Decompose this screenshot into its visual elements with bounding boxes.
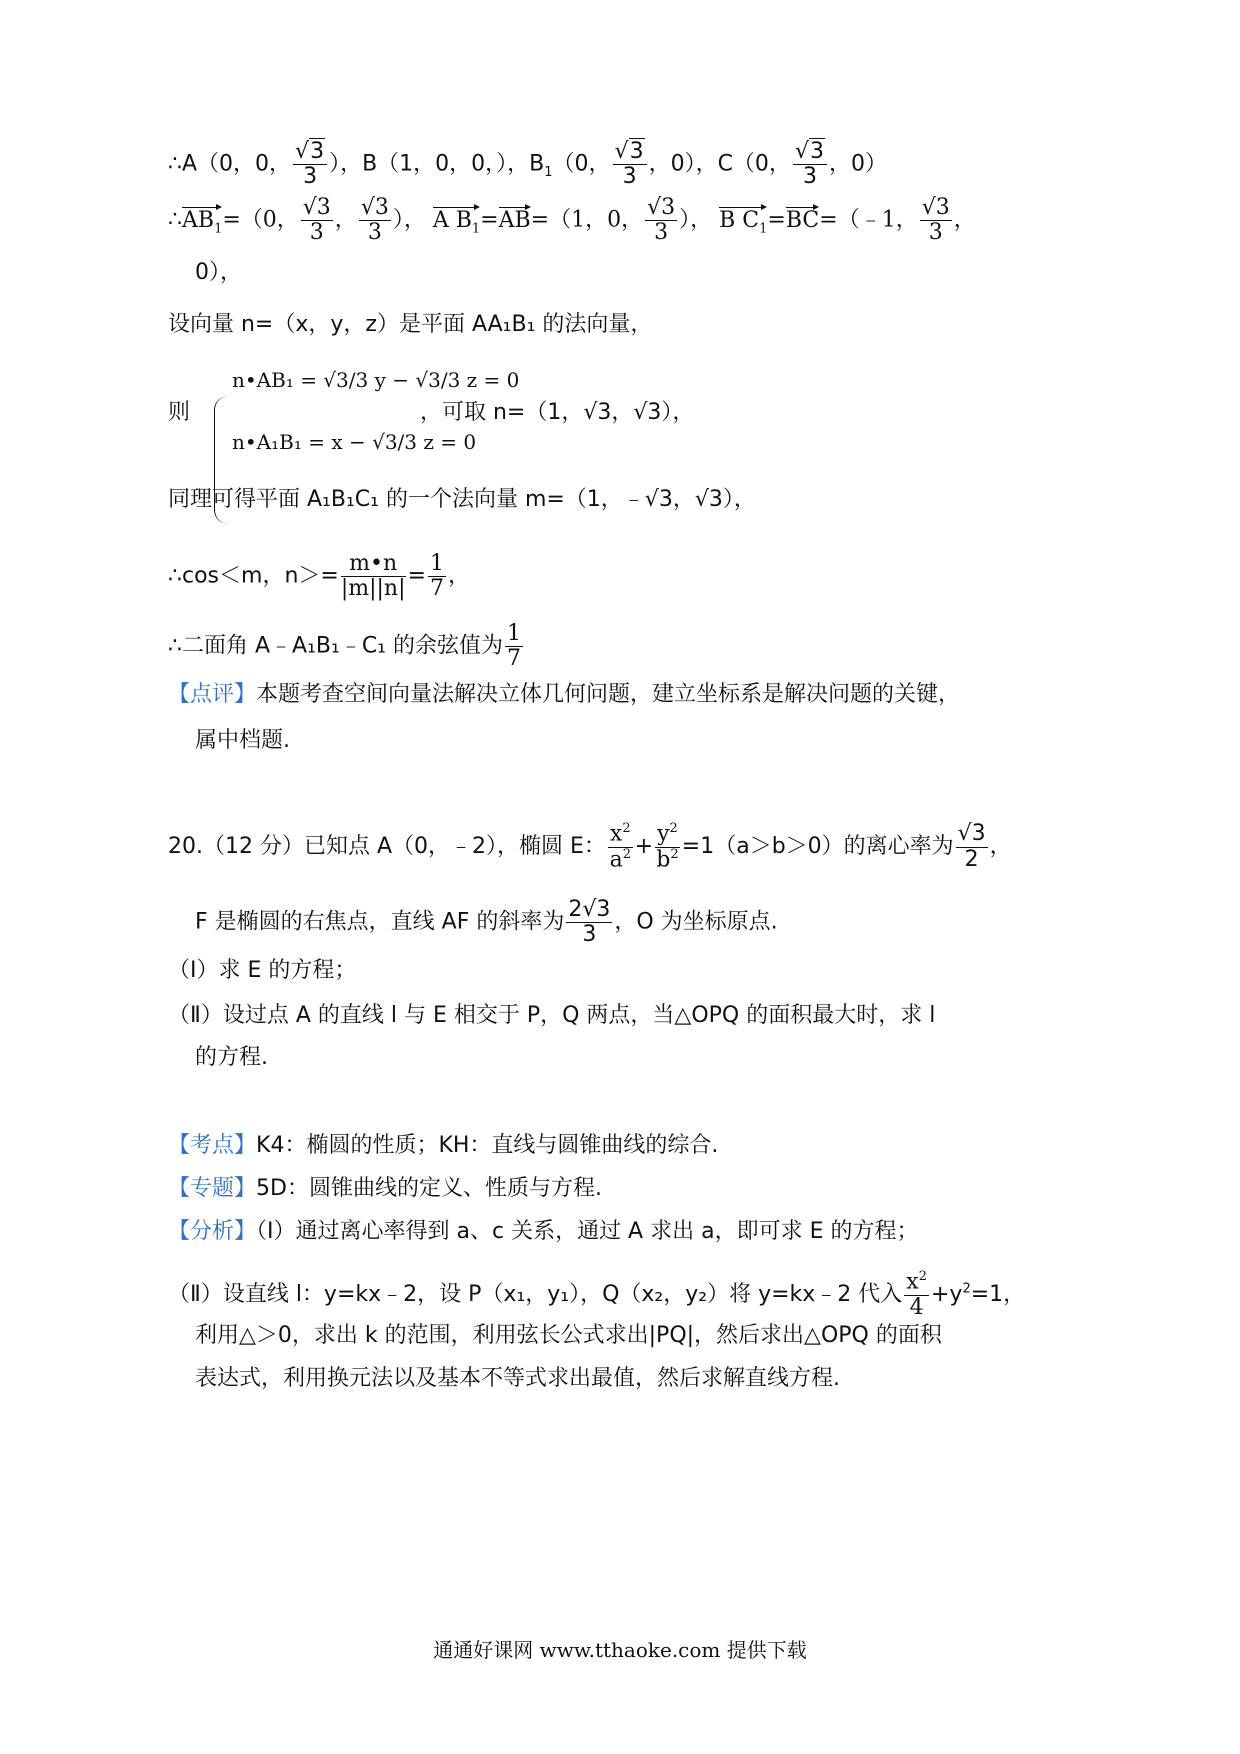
vector-ab: AB [498, 207, 531, 233]
normal-vector-choice: ，可取 n=（1，√3，√3）， [420, 400, 695, 425]
fenxi-line-4: 表达式，利用换元法以及基本不等式求出最值，然后求解直线方程. [195, 1366, 840, 1391]
comment-line-2: 属中档题. [195, 728, 290, 753]
zhuanti-tag: 【专题】 [168, 1176, 257, 1201]
vector-b1c1: B $C_1$ [719, 207, 768, 237]
vector-bc: BC [785, 207, 820, 233]
cos-result: $\frac{1}{7}$ [429, 551, 444, 602]
fenxi-line-3: 利用△＞0，求出 k 的范围，利用弦长公式求出|PQ|，然后求出△OPQ 的面积 [195, 1323, 942, 1348]
fenxi-line-2: （Ⅱ）设直线 l：y=kx﹣2，设 P（x₁，y₁），Q（x₂，y₂）将 y=kx﹣2 代入 $\frac{x^2}{4}$ $+y^2=1$， [168, 1269, 1026, 1320]
question-20-part-2-cont: 的方程. [195, 1045, 268, 1070]
normal-vector-def: 设向量 n=（x，y，z）是平面 AA₁B₁ 的法向量， [168, 312, 653, 337]
vectors-line-cont: 0）， [195, 260, 242, 285]
coords-line: ∴A（0，0， $\frac{√3}{3}$ ），B（1，0，0，），$B_1(0$， $\frac{√3}{3}$ ，0），C（0， $\frac{√3}{3}$ ，0） [168, 139, 887, 190]
question-20-part-2: （Ⅱ）设过点 A 的直线 l 与 E 相交于 P，Q 两点，当△OPQ 的面积最大时，求 l [168, 1003, 936, 1028]
system-row-2: n•A₁B₁ = x − √3/3 z = 0 [232, 430, 477, 454]
comment-line: 【点评】本题考查空间向量法解决立体几何问题，建立坐标系是解决问题的关键， [168, 682, 961, 707]
cos-line: ∴cos＜m，n＞= $\frac{m•n}{|m||n|}$ = $\frac{1}{7}$ ， [168, 551, 470, 602]
vectors-line: $\therefore AB_1=(0$， $\frac{√3}{3}$ ， $\frac{√3}{3}$ ）， A $B_1=AB=(1$，0， $\frac{√3}{3}$ ）， B $C_1=BC=(﹣1$， $\frac{√3}{3}$ ， [168, 195, 976, 246]
system-row-1: n•AB₁ = √3/3 y − √3/3 z = 0 [232, 368, 520, 392]
page-footer: 通通好课网 www.tthaoke.com 提供下载 [433, 1638, 807, 1662]
kaodian-tag: 【考点】 [168, 1133, 257, 1158]
cos-fraction: $\frac{m•n}{|m||n|}$ [340, 551, 406, 602]
vector-a1b1: A $B_1$ [432, 207, 481, 237]
question-20: 20.（12 分）已知点 A（0，﹣2），椭圆 E： $\frac{x^2}{a^2}$ + $\frac{y^2}{b^2}$ =1（a＞b＞0）的离心率为 $\frac{√3}{2}$ ， [168, 821, 1012, 872]
vector-ab1: $AB_1$ [182, 207, 223, 237]
fenxi-tag: 【分析】 [168, 1219, 257, 1244]
zhuanti-line: 【专题】5D：圆锥曲线的定义、性质与方程. [168, 1176, 602, 1201]
kaodian-line: 【考点】K4：椭圆的性质；KH：直线与圆锥曲线的综合. [168, 1133, 719, 1158]
system-label: 则 [168, 400, 191, 425]
question-20-line-2: F 是椭圆的右焦点，直线 AF 的斜率为 $\frac{2√3}{3}$ ，O 为坐标原点. [195, 897, 778, 948]
normal-vector-m: 同理可得平面 A₁B₁C₁ 的一个法向量 m=（1，﹣√3，√3）， [168, 487, 756, 512]
dihedral-result: ∴二面角 A﹣A₁B₁﹣C₁ 的余弦值为 $\frac{1}{7}$ [168, 621, 521, 672]
question-20-part-1: （Ⅰ）求 E 的方程； [168, 958, 357, 983]
fenxi-line: 【分析】（Ⅰ）通过离心率得到 a、c 关系，通过 A 求出 a，即可求 E 的方程； [168, 1219, 919, 1244]
comment-tag: 【点评】 [168, 682, 257, 707]
